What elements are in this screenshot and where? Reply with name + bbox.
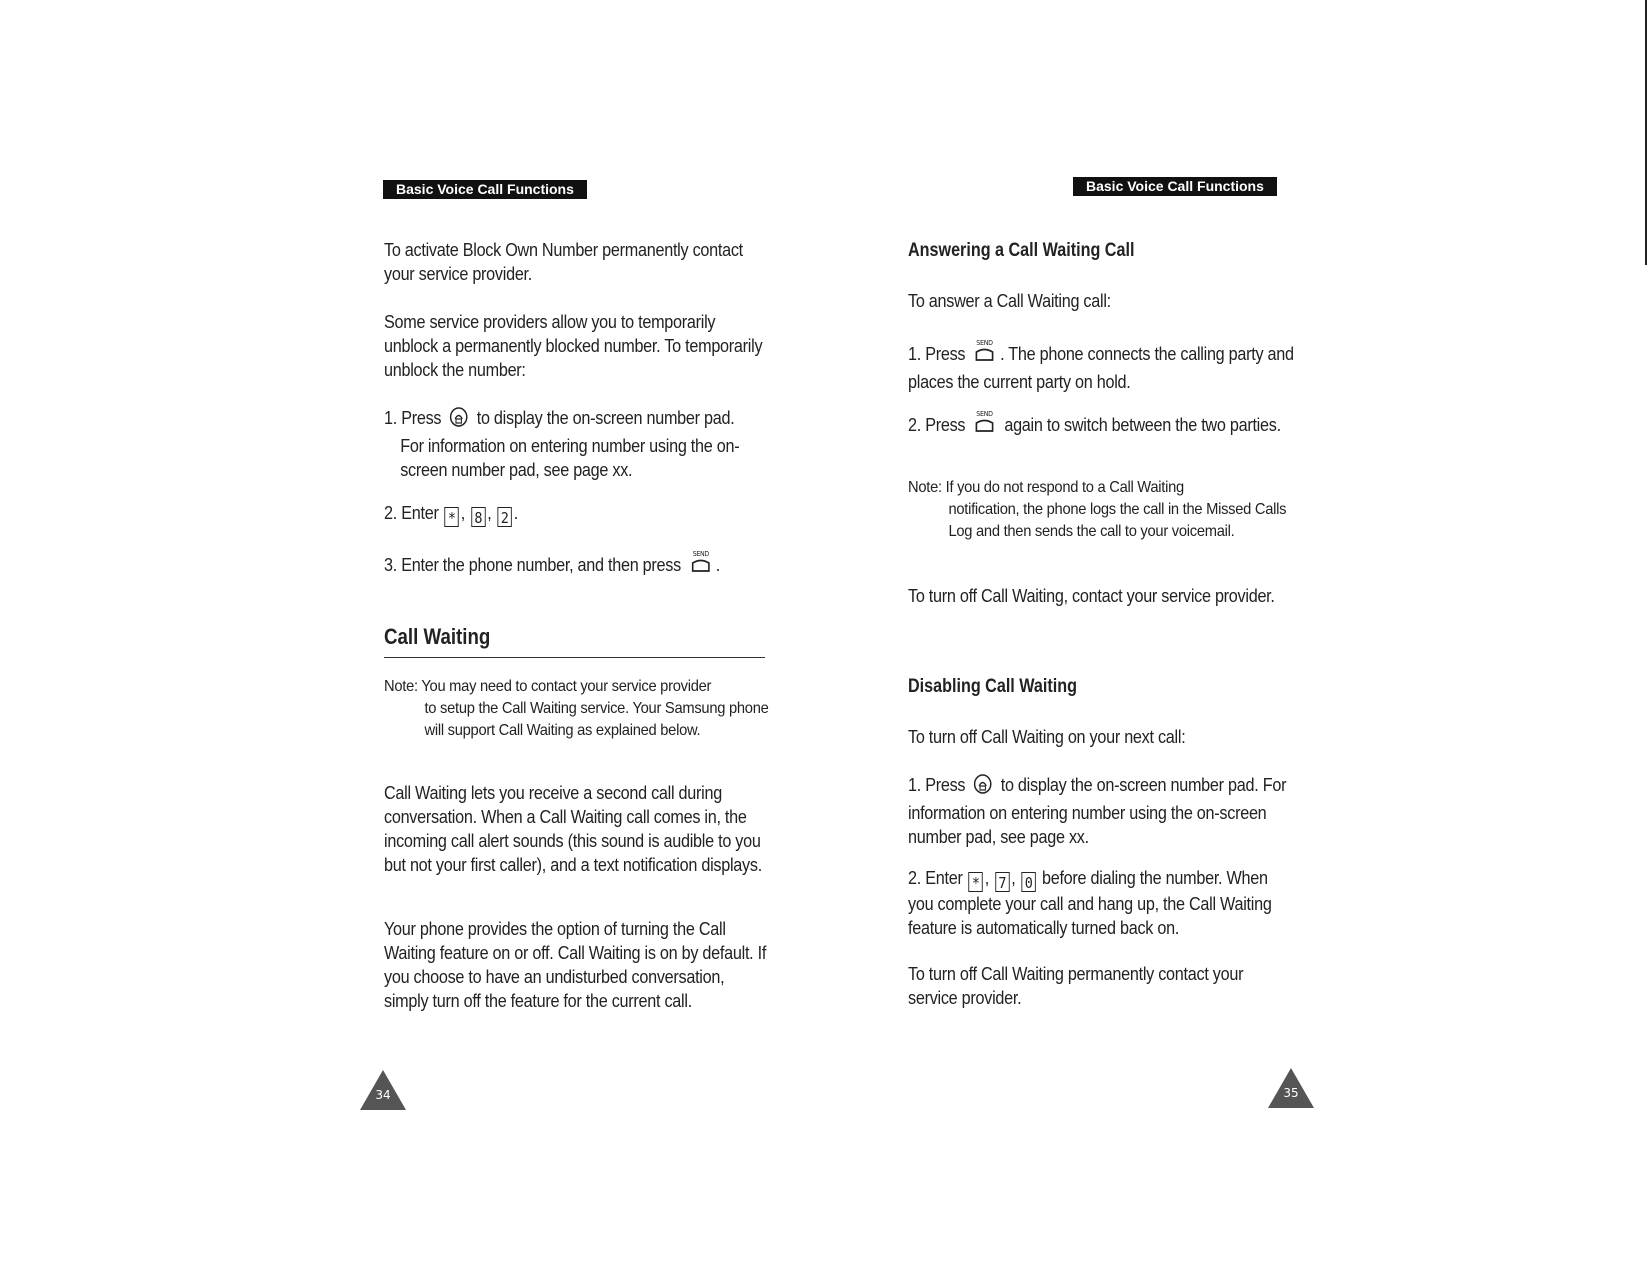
send-key-label: SEND <box>692 549 709 559</box>
left-step-3: 3. Enter the phone number, and then press SEND . <box>384 549 771 581</box>
disabling-call-waiting-heading: Disabling Call Waiting <box>908 676 1077 697</box>
disable-step-2-suffix: before dialing the number. <box>1041 868 1223 888</box>
left-step-1 <box>384 406 771 482</box>
answer-step-1-prefix: 1. Press <box>908 344 966 364</box>
left-note <box>384 676 780 742</box>
disable-step-2-prefix: 2. Enter <box>908 868 963 888</box>
left-paragraph-2: Your phone provides the option of turning the Call Waiting feature on or off. Call Waiting is on by default. If you choose to have an undisturbed conversation, simply turn off the feature for the current call. <box>384 919 767 1011</box>
answering-call-waiting-heading: Answering a Call Waiting Call <box>908 240 1135 261</box>
heading-underline <box>384 657 765 658</box>
call-waiting-heading: Call Waiting <box>384 624 491 649</box>
left-note-first-line: You may need to contact your service provider <box>421 678 712 695</box>
send-key-icon <box>689 549 712 581</box>
star-key-icon: * <box>445 507 459 527</box>
disable-step-1-continuation: For information on entering number using the on-screen number pad, see page xx. <box>908 775 1287 847</box>
answer-step-1-continuation: and places the current party on hold. <box>908 344 1294 392</box>
two-key-icon: 2 <box>498 507 512 527</box>
star-key-icon: * <box>969 872 983 892</box>
right-page-header: Basic Voice Call Functions <box>1073 177 1277 196</box>
menu-key-icon <box>449 406 469 434</box>
send-key-icon <box>973 409 996 441</box>
right-note-label: Note: <box>908 479 942 496</box>
left-step-1-continuation: For information on entering number using the on-screen number pad, see page xx. <box>400 436 740 480</box>
disable-step-1-prefix: 1. Press <box>908 775 966 795</box>
disable-step-2: 2. Enter * , 7 , 0 before dialing the number. When you complete your call and hang up, the Call Waiting feature is automatically turned back on. <box>908 868 1272 938</box>
left-paragraph-1: Call Waiting lets you receive a second call during conversation. When a Call Waiting call comes in, the incoming call alert sounds (this sound is audible to you but not your first caller), and a text notification displays. <box>384 783 762 875</box>
left-intro-paragraph-1: To activate Block Own Number permanently contact your service provider. <box>384 240 743 284</box>
page-number-badge-35 <box>1268 1068 1314 1108</box>
left-note-label: Note: <box>384 678 418 695</box>
eight-key-icon: 8 <box>471 507 485 527</box>
binding-edge <box>1645 0 1647 265</box>
left-note-continuation: to setup the Call Waiting service. Your Samsung phone will support Call Waiting as explained below. <box>424 700 769 739</box>
right-turn-off-paragraph: To turn off Call Waiting, contact your service provider. <box>908 586 1275 606</box>
send-key-label: SEND <box>976 338 994 348</box>
answer-step-1-suffix: . The phone connects the calling party <box>1000 344 1264 364</box>
left-step-1-suffix: to display the on-screen number pad. <box>476 408 735 428</box>
left-page-header: Basic Voice Call Functions <box>383 180 587 199</box>
page-number-badge-34 <box>360 1070 406 1110</box>
zero-key-icon: 0 <box>1022 872 1036 892</box>
seven-key-icon: 7 <box>995 872 1009 892</box>
answer-step-1 <box>908 338 1295 394</box>
answer-step-2-suffix: again to switch between the two <box>1004 415 1226 435</box>
left-step-3-text: 3. Enter the phone number, and then press <box>384 555 681 575</box>
right-intro-1: To answer a Call Waiting call: <box>908 291 1111 311</box>
right-final-paragraph: To turn off Call Waiting permanently contact your service provider. <box>908 964 1244 1008</box>
answer-step-2-prefix: 2. Press <box>908 415 966 435</box>
left-step-2: 2. Enter * , 8 , 2 . <box>384 503 518 527</box>
left-intro-paragraph-2: Some service providers allow you to temporarily unblock a permanently blocked number. To temporarily unblock the number: <box>384 312 763 380</box>
page-number-34: 34 <box>375 1088 391 1102</box>
answer-step-2 <box>908 409 1295 441</box>
disable-step-1-suffix: to display the on-screen number pad. <box>1000 775 1259 795</box>
left-step-1-prefix: 1. Press <box>384 408 442 428</box>
right-note-continuation: notification, the phone logs the call in the Missed Calls Log and then sends the call to your voicemail. <box>948 501 1287 540</box>
disable-step-1 <box>908 773 1295 849</box>
page-number-35: 35 <box>1283 1086 1299 1100</box>
right-intro-2: To turn off Call Waiting on your next call: <box>908 727 1186 747</box>
send-key-icon <box>973 338 996 370</box>
menu-key-icon <box>973 773 993 801</box>
send-key-label: SEND <box>976 409 994 419</box>
right-note <box>908 477 1304 543</box>
left-step-2-prefix: 2. Enter <box>384 503 439 523</box>
answer-step-2-continuation: parties. <box>1229 415 1281 435</box>
disable-step-2-continuation: When you complete your call and hang up, the Call Waiting feature is automatically turned back on. <box>908 868 1272 938</box>
right-note-first-line: If you do not respond to a Call Waiting <box>945 479 1184 496</box>
